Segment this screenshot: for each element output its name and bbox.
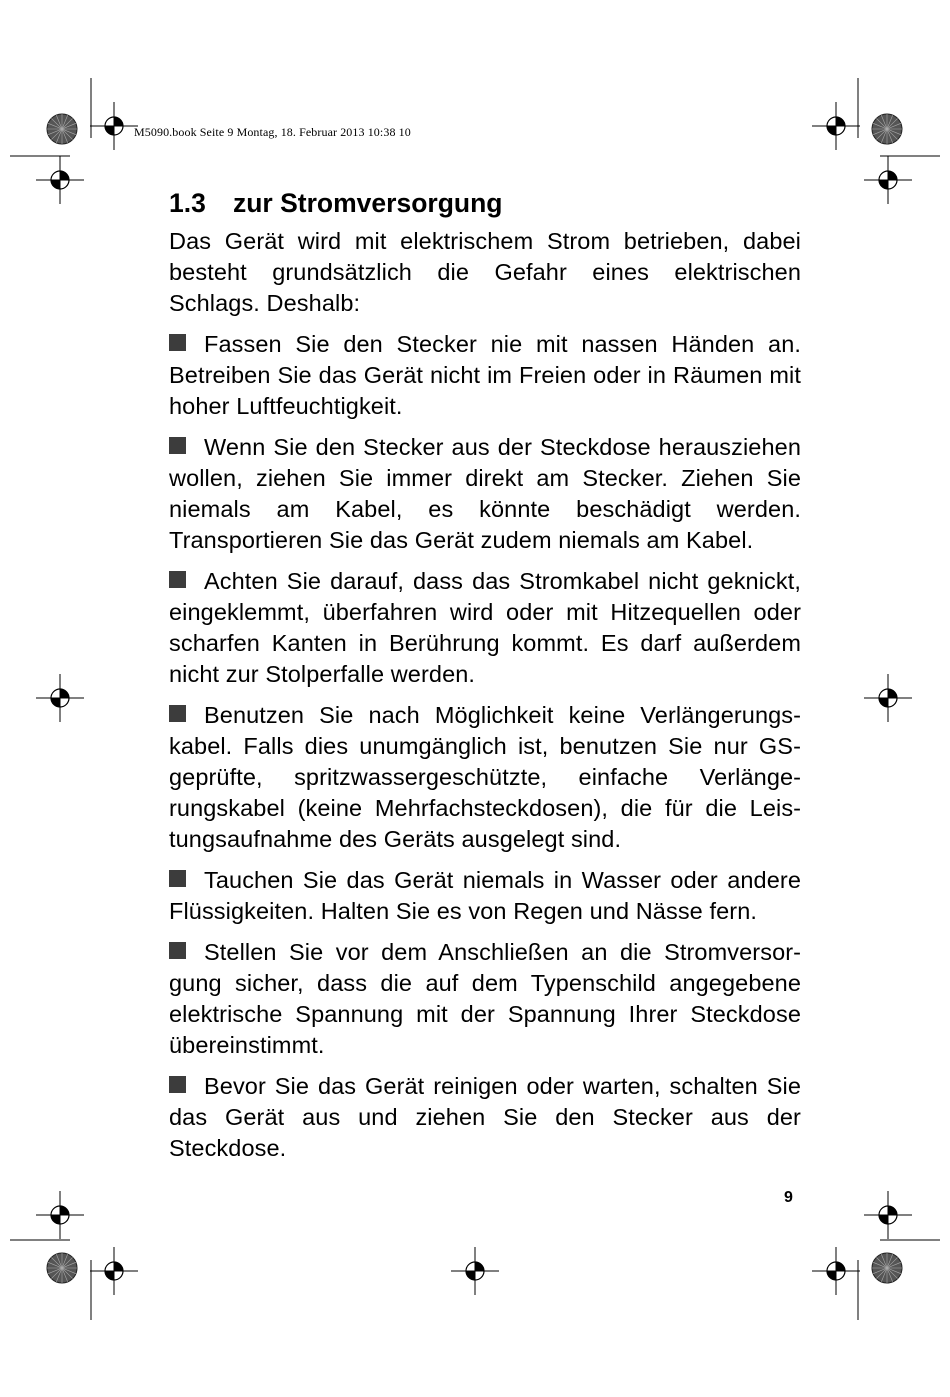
list-item-text: Stellen Sie vor dem Anschließen an die Stromversorgung sicher, dass die auf dem Typenschild angegebene elektrische Spannung mit der Spannung Ihrer Steckdose übereinstimmt.	[169, 939, 801, 1058]
square-bullet-icon	[169, 942, 186, 959]
list-item-text: Fassen Sie den Stecker nie mit nassen Händen an. Betreiben Sie das Gerät nicht im Freien oder in Räumen mit hoher Luftfeuchtigkeit.	[169, 331, 801, 419]
list-item	[169, 937, 801, 1061]
list-item-text: Bevor Sie das Gerät reinigen oder warten, schalten Sie das Gerät aus und ziehen Sie den Stecker aus der Steckdose.	[169, 1073, 801, 1161]
square-bullet-icon	[169, 870, 186, 887]
list-item	[169, 700, 801, 855]
list-item	[169, 329, 801, 422]
list-item	[169, 432, 801, 556]
list-item	[169, 865, 801, 927]
square-bullet-icon	[169, 571, 186, 588]
square-bullet-icon	[169, 334, 186, 351]
running-header: M5090.book Seite 9 Montag, 18. Februar 2013 10:38 10	[134, 125, 411, 139]
list-item-text: Tauchen Sie das Gerät niemals in Wasser oder andere Flüssigkeiten. Halten Sie es von Regen und Nässe fern.	[169, 867, 801, 924]
list-item	[169, 1071, 801, 1164]
page-content	[169, 186, 801, 1174]
section-title: zur Stromversorgung	[233, 188, 503, 218]
square-bullet-icon	[169, 1076, 186, 1093]
section-heading	[169, 186, 801, 220]
list-item-text: Benutzen Sie nach Möglichkeit keine Verlängerungskabel. Falls dies unumgänglich ist, benutzen Sie nur GS-geprüfte, spritzwassergeschützte, einfache Verlängerungskabel (keine Mehrfachsteckdosen), die für die Leistungsaufnahme des Geräts ausgelegt sind.	[169, 702, 801, 852]
list-item-text: Achten Sie darauf, dass das Stromkabel nicht geknickt, eingeklemmt, überfahren wird oder mit Hitzequellen oder scharfen Kanten in Berührung kommt. Es darf außerdem nicht zur Stolperfalle werden.	[169, 568, 801, 687]
square-bullet-icon	[169, 437, 186, 454]
page-number: 9	[784, 1189, 793, 1206]
intro-paragraph: Das Gerät wird mit elektrischem Strom betrieben, dabei besteht grundsätzlich die Gefahr eines elektrischen Schlags. Deshalb:	[169, 228, 801, 316]
list-item-text: Wenn Sie den Stecker aus der Steckdose herausziehen wollen, ziehen Sie immer direkt am Stecker. Ziehen Sie niemals am Kabel, es könnte beschädigt werden. Transportieren Sie das Gerät zudem niemals am Kabel.	[169, 434, 801, 553]
square-bullet-icon	[169, 705, 186, 722]
list-item	[169, 566, 801, 690]
section-number: 1.3	[169, 188, 206, 218]
